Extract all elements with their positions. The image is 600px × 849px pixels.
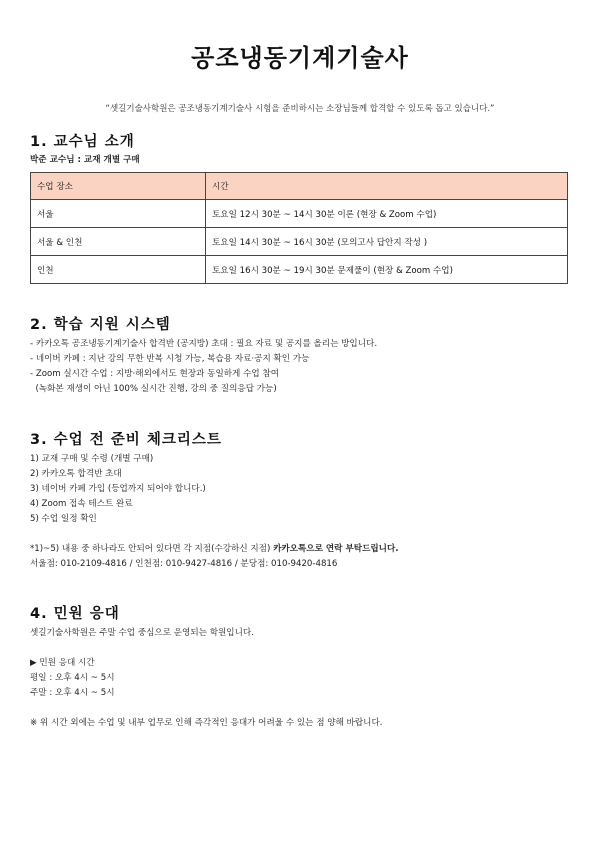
checklist-note — [30, 542, 399, 554]
checklist-item: 3) 네이버 카페 가입 (등업까지 되어야 합니다.) — [30, 484, 206, 494]
support-item: (녹화본 재생이 아닌 100% 실시간 진행, 강의 중 질의응답 가능) — [30, 384, 277, 394]
checklist-item: 4) Zoom 접속 테스트 완료 — [30, 499, 133, 509]
inquiry-description: 셋길기술사학원은 주말 수업 중심으로 운영되는 학원입니다. — [30, 628, 254, 638]
cell-location: 인천 — [31, 256, 206, 284]
support-item: - 네이버 카페 : 지난 강의 무한 반복 시청 가능, 복습용 자료·공지 확인 가능 — [30, 354, 310, 364]
table-header-row — [31, 173, 568, 200]
cell-location: 서울 — [31, 200, 206, 228]
checklist-item: 1) 교재 구매 및 수령 (개별 구매) — [30, 454, 154, 464]
column-header-location: 수업 장소 — [31, 173, 206, 200]
checklist-note-text: *1)~5) 내용 중 하나라도 안되어 있다면 각 지점(수강하신 지점) — [30, 544, 274, 554]
checklist-note-emphasis: 카카오톡으로 연락 부탁드립니다. — [273, 544, 399, 554]
inquiry-hours-title: ▶ 민원 응대 시간 — [30, 658, 95, 668]
inquiry-hours-weekday: 평일 : 오후 4시 ~ 5시 — [30, 673, 115, 683]
intro-quote: “셋길기술사학원은 공조냉동기계기술사 시험을 준비하시는 소장님들께 합격할 수 있도록 돕고 있습니다.” — [105, 104, 495, 114]
table-row — [31, 200, 568, 228]
document-title: 공조냉동기계기술사 — [191, 44, 409, 72]
checklist-item: 5) 수업 일정 확인 — [30, 514, 97, 524]
section-1-heading: 1. 교수님 소개 — [30, 134, 135, 150]
column-header-time: 시간 — [206, 173, 568, 200]
support-item: - 카카오톡 공조냉동기계기술사 합격반 (공지방) 초대 : 필요 자료 및 공지를 올리는 방입니다. — [30, 339, 378, 349]
table-row — [31, 256, 568, 284]
schedule-table — [30, 172, 568, 284]
inquiry-note: ※ 위 시간 외에는 수업 및 내부 업무로 인해 즉각적인 응대가 어려울 수 있는 점 양해 바랍니다. — [30, 718, 383, 728]
branch-contacts: 서울점: 010-2109-4816 / 인천점: 010-9427-4816 / 분당점: 010-9420-4816 — [30, 559, 338, 569]
cell-time: 토요일 12시 30분 ~ 14시 30분 이론 (현장 & Zoom 수업) — [206, 200, 568, 228]
table-row — [31, 228, 568, 256]
cell-location: 서울 & 인천 — [31, 228, 206, 256]
checklist-item: 2) 카카오톡 합격반 초대 — [30, 469, 122, 479]
section-4-heading: 4. 민원 응대 — [30, 606, 120, 622]
inquiry-hours-weekend: 주말 : 오후 4시 ~ 5시 — [30, 688, 115, 698]
cell-time: 토요일 14시 30분 ~ 16시 30분 (모의고사 답안지 작성 ) — [206, 228, 568, 256]
section-3-heading: 3. 수업 전 준비 체크리스트 — [30, 432, 222, 448]
professor-line: 박준 교수님 : 교재 개별 구매 — [30, 155, 140, 165]
cell-time: 토요일 16시 30분 ~ 19시 30분 문제풀이 (현장 & Zoom 수업) — [206, 256, 568, 284]
section-2-heading: 2. 학습 지원 시스템 — [30, 317, 171, 333]
support-item: - Zoom 실시간 수업 : 지방·해외에서도 현장과 동일하게 수업 참여 — [30, 369, 280, 379]
